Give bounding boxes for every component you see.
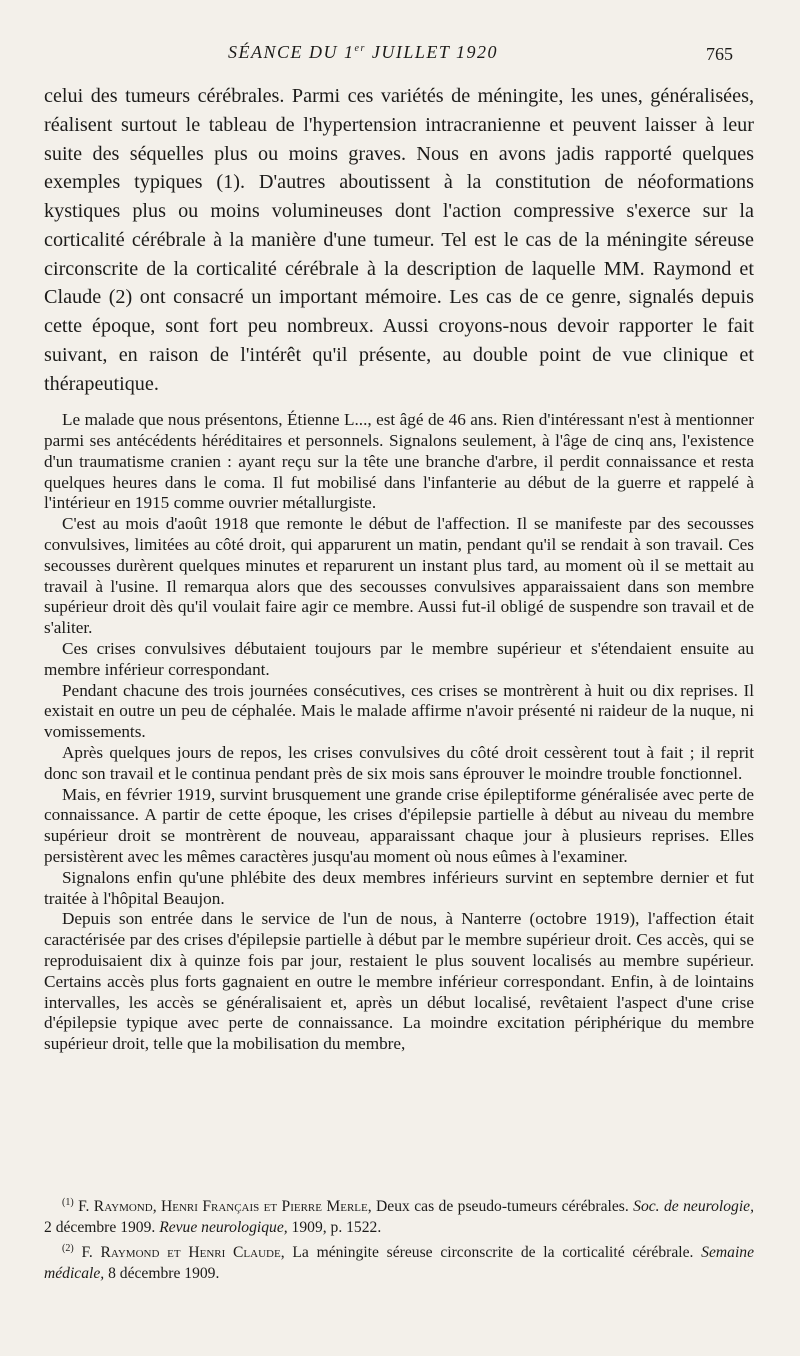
footnote-tail: 1909, p. 1522.	[287, 1219, 382, 1237]
footnotes	[44, 1192, 754, 1284]
case-paragraph-7: Signalons enfin qu'une phlébite des deux membres inférieurs survint en septembre dernier et fut traitée à l'hôpital Beaujon.	[44, 867, 754, 908]
case-paragraph-4: Pendant chacune des trois journées consécutives, ces crises se montrèrent à huit ou dix reprises. Il existait en outre un peu de céphalée. Mais le malade affirme n'avoir présenté ni raideur de la nuque, ni vomissements.	[44, 680, 754, 742]
lead-paragraph: celui des tumeurs cérébrales. Parmi ces variétés de méningite, les unes, généralisées, réalisent surtout le tableau de l'hypertension intracranienne et peuvent laisser à leur suite des séquelles plus ou moins graves. Nous en avons jadis rapporté quelques exemples typiques (1). D'autres aboutissent à la constitution de néoformations kystiques plus ou moins volumineuses dont l'action compressive s'exerce sur la corticalité cérébrale à la manière d'une tumeur. Tel est le cas de la méningite séreuse circonscrite de la corticalité cérébrale à la description de laquelle MM. Raymond et Claude (2) ont consacré un important mémoire. Les cas de ce genre, signalés depuis cette époque, sont fort peu nombreux. Aussi croyons-nous devoir rapporter le fait suivant, en raison de l'intérêt qu'il présente, au double point de vue clinique et thérapeutique.	[44, 85, 754, 395]
running-title-rest: JUILLET 1920	[365, 42, 499, 62]
body-text	[44, 82, 754, 1055]
footnote-title: Deux cas de pseudo-tumeurs cérébrales.	[371, 1198, 634, 1216]
footnote-marker: (2)	[62, 1243, 74, 1255]
case-paragraph-3: Ces crises convulsives débutaient toujours par le membre supérieur et s'étendaient ensuite au membre inférieur correspondant.	[44, 639, 754, 679]
footnote-authors: F. Raymond, Henri Français et Pierre Merle,	[78, 1198, 372, 1216]
footnote-date: 8 décembre 1909.	[104, 1265, 220, 1283]
running-title-sup: er	[354, 43, 366, 54]
footnote-1	[44, 1192, 754, 1238]
footnote-2	[44, 1238, 754, 1284]
case-paragraph-8: Depuis son entrée dans le service de l'un de nous, à Nanterre (octobre 1919), l'affection était caractérisée par des crises d'épilepsie partielle à début par le membre supérieur droit. Ces accès, qui se reproduisaient dix à quinze fois par jour, restaient le plus souvent localisés au membre supérieur. Certains accès plus forts gagnaient en outre le membre inférieur correspondant. Enfin, à de lointains intervalles, les accès se généralisaient et, après un début localisé, revêtaient l'aspect d'une crise d'épilepsie typique avec perte de connaissance. La moindre excitation périphérique du membre supérieur droit, telle que la mobilisation du membre,	[44, 909, 754, 1054]
case-paragraph-6: Mais, en février 1919, survint brusquement une grande crise épileptiforme généralisée avec perte de connaissance. A partir de cette époque, les crises d'épilepsie partielle à début au niveau du membre supérieur droit se montrèrent de nouveau, apparaissant chaque jour à plusieurs reprises. Elles persistèrent avec les mêmes caractères jusqu'au moment où nous eûmes à l'examiner.	[44, 784, 754, 866]
running-title-main: SÉANCE DU 1	[228, 42, 355, 62]
case-paragraph-5: Après quelques jours de repos, les crises convulsives du côté droit cessèrent tout à fait ; il reprit donc son travail et le continua pendant près de six mois sans éprouver le moindre trouble fonctionnel.	[44, 743, 754, 783]
footnote-journal: Semaine médicale,	[44, 1244, 754, 1283]
case-paragraph-2: C'est au mois d'août 1918 que remonte le début de l'affection. Il se manifeste par des secousses convulsives, limitées au côté droit, qui apparurent un matin, pendant qu'il se rendait à son travail. Ces secousses durèrent quelques minutes et reparurent un instant plus tard, au moment où il se mettait au travail à l'usine. Il remarqua alors que des secousses convulsives apparaissaient dans son membre supérieur droit dès qu'il voulait faire agir ce membre. Aussi fut-il obligé de suspendre son travail et de s'aliter.	[44, 514, 754, 638]
footnote-title: La méningite séreuse circonscrite de la corticalité cérébrale.	[284, 1244, 702, 1262]
running-title	[228, 42, 498, 63]
running-header	[0, 42, 800, 68]
footnote-journal: Soc. de neurologie,	[633, 1198, 754, 1216]
case-paragraph-1: Le malade que nous présentons, Étienne L..., est âgé de 46 ans. Rien d'intéressant n'est à mentionner parmi ses antécédents héréditaires et personnels. Signalons seulement, à l'âge de cinq ans, l'existence d'un traumatisme cranien : ayant reçu sur la tête une branche d'arbre, il perdit connaissance et resta quelques heures dans le coma. Il fut mobilisé dans l'infanterie au début de la guerre et rappelé à l'intérieur en 1915 comme ouvrier métallurgiste.	[44, 410, 754, 513]
page-number: 765	[706, 44, 733, 64]
footnote-marker: (1)	[62, 1197, 74, 1208]
footnote-date: 2 décembre 1909.	[44, 1219, 160, 1237]
footnote-authors: F. Raymond et Henri Claude,	[81, 1244, 285, 1262]
footnote-journal-2: Revue neurologique,	[159, 1219, 288, 1237]
